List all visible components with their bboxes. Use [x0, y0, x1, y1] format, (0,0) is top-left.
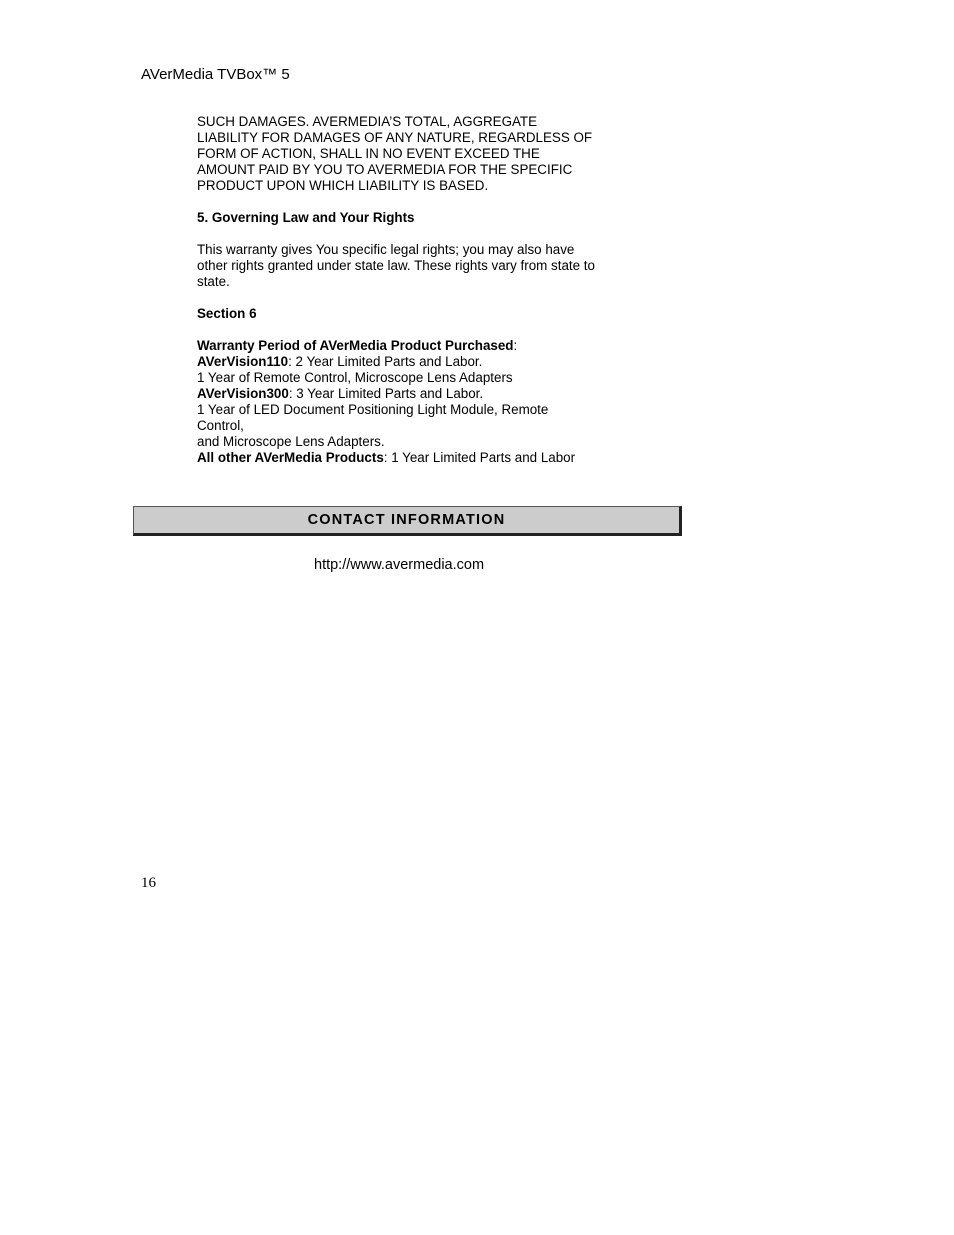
- warranty-period-heading-text: Warranty Period of AVerMedia Product Purchased: [197, 338, 514, 353]
- page-header-title: AVerMedia TVBox™ 5: [141, 66, 290, 83]
- liability-line: AMOUNT PAID BY YOU TO AVERMEDIA FOR THE SPECIFIC: [197, 162, 573, 177]
- other-products-terms-text: : 1 Year Limited Parts and Labor: [383, 450, 576, 465]
- contact-information-title: CONTACT INFORMATION: [307, 512, 506, 528]
- averVision300-extra-line: and Microscope Lens Adapters.: [197, 434, 385, 449]
- averVision110-name: AVerVision110: [197, 354, 289, 369]
- averVision300-name: AVerVision300: [197, 386, 289, 401]
- warranty-period-heading-colon: :: [513, 338, 518, 353]
- document-body: [197, 114, 627, 466]
- governing-law-line: other rights granted under state law. These rights vary from state to: [197, 258, 595, 273]
- other-products-terms: [197, 450, 627, 466]
- averVision300-extra-line: Control,: [197, 418, 244, 433]
- website-link[interactable]: http://www.avermedia.com: [314, 557, 485, 573]
- page-number: 16: [141, 875, 156, 891]
- liability-line: LIABILITY FOR DAMAGES OF ANY NATURE, REGARDLESS OF: [197, 130, 593, 145]
- governing-law-heading: 5. Governing Law and Your Rights: [197, 210, 415, 225]
- governing-law-line: state.: [197, 274, 230, 289]
- governing-law-line: This warranty gives You specific legal rights; you may also have: [197, 242, 575, 257]
- liability-line: FORM OF ACTION, SHALL IN NO EVENT EXCEED THE: [197, 146, 540, 161]
- averVision110-terms-text: : 2 Year Limited Parts and Labor.: [288, 354, 483, 369]
- liability-line: PRODUCT UPON WHICH LIABILITY IS BASED.: [197, 178, 489, 193]
- averVision300-terms: [197, 386, 627, 402]
- warranty-period-block: [197, 338, 627, 466]
- governing-law-paragraph: [197, 242, 627, 290]
- contact-information-banner: [133, 506, 682, 536]
- averVision300-extra-line: 1 Year of LED Document Positioning Light Module, Remote: [197, 402, 549, 417]
- averVision300-terms-text: : 3 Year Limited Parts and Labor.: [288, 386, 484, 401]
- averVision110-extra: 1 Year of Remote Control, Microscope Lens Adapters: [197, 370, 513, 385]
- averVision110-terms: [197, 354, 627, 370]
- section-6-heading: Section 6: [197, 306, 257, 321]
- other-products-name: All other AVerMedia Products: [197, 450, 384, 465]
- liability-paragraph: [197, 114, 627, 194]
- warranty-period-heading: [197, 338, 627, 354]
- liability-line: SUCH DAMAGES. AVERMEDIA’S TOTAL, AGGREGATE: [197, 114, 538, 129]
